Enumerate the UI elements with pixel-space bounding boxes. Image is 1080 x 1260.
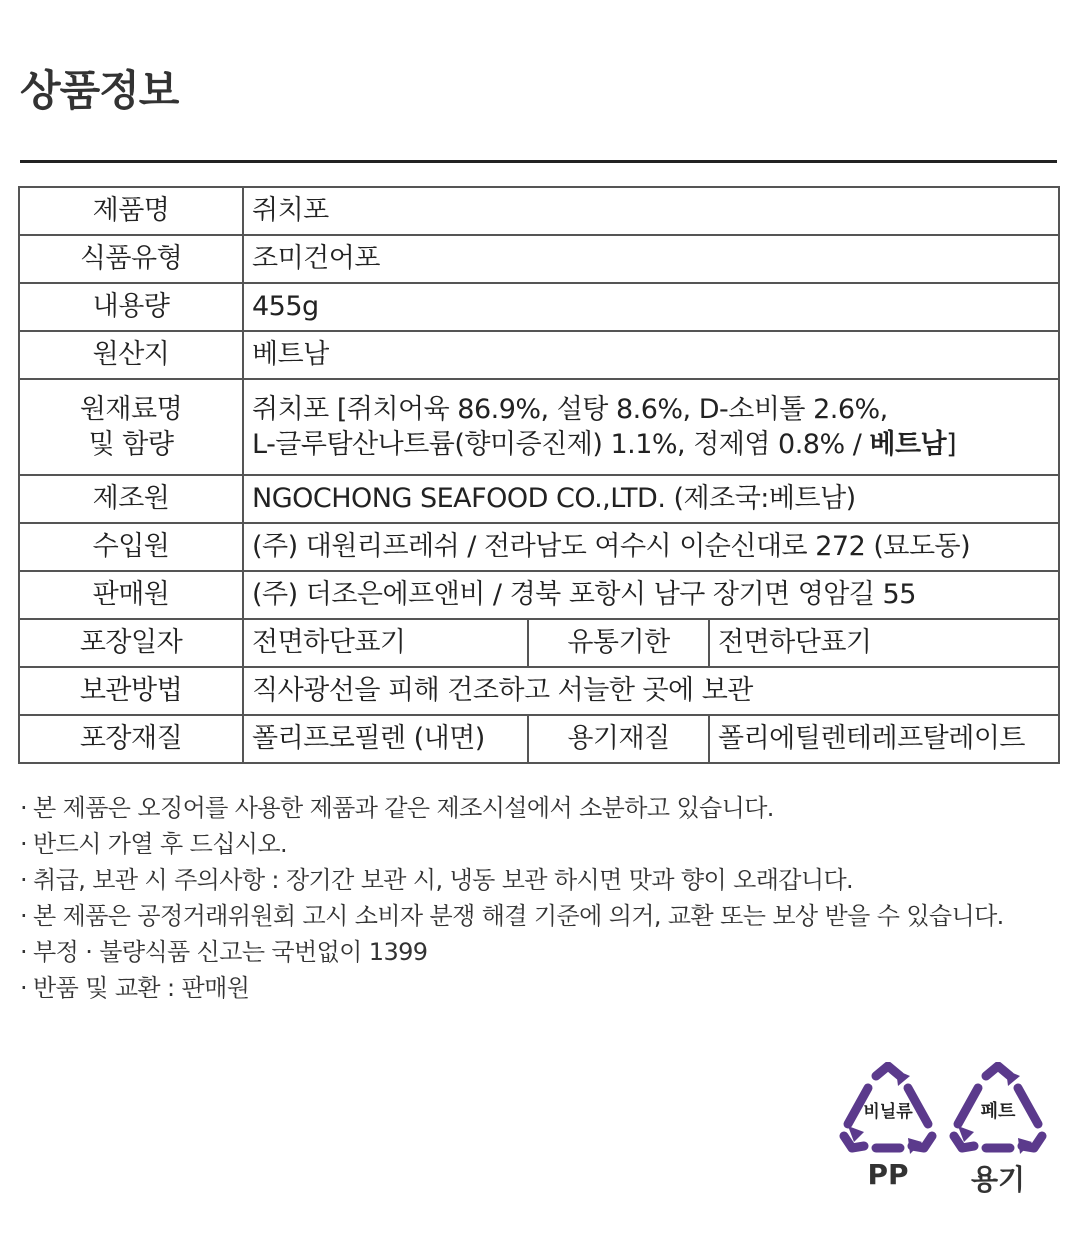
notice-item: · 반품 및 교환 : 판매원 bbox=[20, 970, 1060, 1006]
row-value-origin: 베트남 bbox=[243, 331, 1059, 379]
row-label-seller: 판매원 bbox=[19, 571, 243, 619]
ingredients-label-line1: 원재료명 bbox=[79, 393, 183, 425]
notice-item: · 부정 · 불량식품 신고는 국번없이 1399 bbox=[20, 934, 1060, 970]
recycle-inner-label: 페트 bbox=[980, 1101, 1016, 1122]
row-label-manufacturer: 제조원 bbox=[19, 475, 243, 523]
ingredients-line2-end: ] bbox=[946, 429, 957, 460]
row-value-net-content: 455g bbox=[243, 283, 1059, 331]
notice-item: · 본 제품은 공정거래위원회 고시 소비자 분쟁 해결 기준에 의거, 교환 또는 보상 받을 수 있습니다. bbox=[20, 898, 1060, 934]
recycle-inner-label: 비닐류 bbox=[863, 1102, 913, 1122]
recycle-mark-vinyl bbox=[828, 1062, 948, 1202]
row-label-packing-date: 포장일자 bbox=[19, 619, 243, 667]
row-value-manufacturer: NGOCHONG SEAFOOD CO.,LTD. (제조국:베트남) bbox=[243, 475, 1059, 523]
row-label-origin: 원산지 bbox=[19, 331, 243, 379]
row-value-ingredients bbox=[243, 379, 1059, 475]
page-title: 상품정보 bbox=[20, 66, 179, 115]
table-row bbox=[19, 187, 1059, 235]
row-label-importer: 수입원 bbox=[19, 523, 243, 571]
ingredients-line1: 쥐치포 [쥐치어육 86.9%, 설탕 8.6%, D-소비톨 2.6%, bbox=[252, 393, 888, 425]
title-divider bbox=[20, 160, 1057, 163]
recycle-triangle-icon bbox=[948, 1062, 1048, 1154]
notice-item: · 본 제품은 오징어를 사용한 제품과 같은 제조시설에서 소분하고 있습니다. bbox=[20, 790, 1060, 826]
ingredients-line2-text: L-글루탐산나트륨(향미증진제) 1.1%, 정제염 0.8% / bbox=[252, 429, 870, 460]
row-label-storage: 보관방법 bbox=[19, 667, 243, 715]
row-label-product-name: 제품명 bbox=[19, 187, 243, 235]
row-value-storage: 직사광선을 피해 건조하고 서늘한 곳에 보관 bbox=[243, 667, 1059, 715]
row-value-food-type: 조미건어포 bbox=[243, 235, 1059, 283]
recycle-caption: 용기 bbox=[970, 1163, 1026, 1196]
table-row bbox=[19, 283, 1059, 331]
table-row bbox=[19, 331, 1059, 379]
table-row bbox=[19, 523, 1059, 571]
notice-item: · 취급, 보관 시 주의사항 : 장기간 보관 시, 냉동 보관 하시면 맛과 향이 오래갑니다. bbox=[20, 862, 1060, 898]
table-row bbox=[19, 571, 1059, 619]
table-row bbox=[19, 619, 1059, 667]
row-label-ingredients bbox=[19, 379, 243, 475]
recycle-mark-pet bbox=[938, 1062, 1058, 1202]
row-label-packaging-material: 포장재질 bbox=[19, 715, 243, 763]
recycle-triangle-icon bbox=[838, 1062, 938, 1154]
row-label-expiry: 유통기한 bbox=[528, 619, 709, 667]
product-info-table bbox=[18, 186, 1060, 764]
row-value-product-name: 쥐치포 bbox=[243, 187, 1059, 235]
table-row bbox=[19, 715, 1059, 763]
row-label-food-type: 식품유형 bbox=[19, 235, 243, 283]
notice-list bbox=[20, 790, 1060, 1006]
row-label-net-content: 내용량 bbox=[19, 283, 243, 331]
row-label-container-material: 용기재질 bbox=[528, 715, 709, 763]
row-value-packing-date: 전면하단표기 bbox=[243, 619, 528, 667]
row-value-seller: (주) 더조은에프앤비 / 경북 포항시 남구 장기면 영암길 55 bbox=[243, 571, 1059, 619]
recycle-caption: PP bbox=[867, 1158, 909, 1191]
row-value-expiry: 전면하단표기 bbox=[709, 619, 1059, 667]
table-row bbox=[19, 667, 1059, 715]
notice-item: · 반드시 가열 후 드십시오. bbox=[20, 826, 1060, 862]
table-row bbox=[19, 235, 1059, 283]
ingredients-origin-bold: 베트남 bbox=[869, 429, 947, 460]
row-value-importer: (주) 대원리프레쉬 / 전라남도 여수시 이순신대로 272 (묘도동) bbox=[243, 523, 1059, 571]
table-row bbox=[19, 475, 1059, 523]
row-value-packaging-material: 폴리프로필렌 (내면) bbox=[243, 715, 528, 763]
ingredients-label-line2: 및 함량 bbox=[88, 429, 174, 460]
ingredients-line2 bbox=[252, 427, 1050, 462]
row-value-container-material: 폴리에틸렌테레프탈레이트 bbox=[709, 715, 1059, 763]
table-row bbox=[19, 379, 1059, 475]
